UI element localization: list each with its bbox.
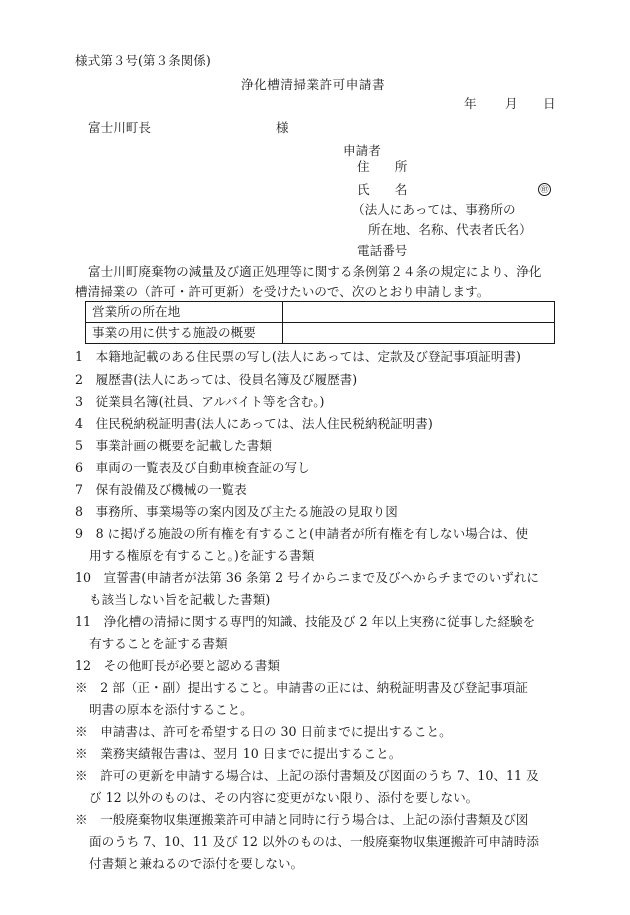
- form-number: 様式第３号(第３条関係): [75, 53, 211, 68]
- list-item: 8 事務所、事業場等の案内図及び主たる施設の見取り図: [75, 504, 398, 519]
- note-item: ※ 許可の更新を申請する場合は、上記の添付書類及び図面のうち 7、10、11 及: [75, 768, 539, 783]
- facility-office-location-value[interactable]: [283, 302, 555, 323]
- seal-mark: ㊞: [538, 183, 551, 196]
- list-item: 5 事業計画の概要を記載した書類: [75, 438, 272, 453]
- note-item-continuation: 付書類と兼ねるので添付を要しない。: [89, 856, 304, 871]
- date-month-label: 月: [505, 96, 518, 111]
- date-year-label: 年: [464, 96, 477, 111]
- applicant-address-label: 住 所: [357, 159, 408, 174]
- addressee-name: 富士川町長: [88, 120, 151, 135]
- note-item: ※ 一般廃棄物収集運搬業許可申請と同時に行う場合は、上記の添付書類及び図: [75, 812, 529, 827]
- list-item-continuation: も該当しない旨を記載した書類): [89, 592, 271, 607]
- list-item: 12 その他町長が必要と認める書類: [75, 658, 280, 673]
- list-item: 11 浄化槽の清掃に関する専門的知識、技能及び 2 年以上実務に従事した経験を: [75, 614, 536, 629]
- note-item: ※ 業務実績報告書は、翌月 10 日までに提出すること。: [75, 746, 402, 761]
- table-row: [86, 302, 555, 323]
- list-item: 10 宣誓書(申請者が法第 36 条第 2 号イからニまで及びヘからチまでのいずれに: [75, 570, 539, 585]
- list-item-continuation: 有することを証する書類: [89, 636, 228, 651]
- list-item: 9 8 に掲げる施設の所有権を有すること(申請者が所有権を有しない場合は、使: [75, 526, 529, 541]
- note-item-continuation: び 12 以外のものは、その内容に変更がない限り、添付を要しない。: [89, 790, 479, 805]
- list-item: 4 住民税納税証明書(法人にあっては、法人住民税納税証明書): [75, 416, 433, 431]
- note-item-continuation: 面のうち 7、10、11 及び 12 以外のものは、一般廃棄物収集運搬許可申請時添: [89, 834, 539, 849]
- facility-table: [85, 301, 555, 344]
- document-title: 浄化槽清掃業許可申請書: [241, 77, 386, 92]
- intro-line1: 富士川町廃棄物の減量及び適正処理等に関する条例第２４条の規定により、浄化: [88, 264, 542, 279]
- table-row: [86, 323, 555, 344]
- list-item-continuation: 用する権原を有すること。)を証する書類: [89, 548, 315, 563]
- facility-overview-value[interactable]: [283, 323, 555, 344]
- applicant-name-label: 氏 名: [357, 182, 408, 197]
- addressee-honorific: 様: [276, 120, 289, 135]
- date-day-label: 日: [543, 96, 556, 111]
- facility-overview-label: 事業の用に供する施設の概要: [86, 323, 283, 344]
- applicant-phone-label: 電話番号: [357, 243, 408, 258]
- list-item: 2 履歴書(法人にあっては、役員名簿及び履歴書): [75, 372, 358, 387]
- applicant-heading: 申請者: [343, 143, 381, 158]
- list-item: 3 従業員名簿(社員、アルバイト等を含む。): [75, 394, 325, 409]
- seal-icon: [538, 182, 551, 196]
- note-item: ※ 2 部（正・副）提出すること。申請書の正には、納税証明書及び登記事項証: [75, 680, 528, 695]
- facility-office-location-label: 営業所の所在地: [86, 302, 283, 323]
- note-item-continuation: 明書の原本を添付すること。: [89, 702, 253, 717]
- list-item: 1 本籍地記載のある住民票の写し(法人にあっては、定款及び登記事項証明書): [75, 349, 521, 364]
- note-item: ※ 申請書は、許可を希望する日の 30 日前までに提出すること。: [75, 724, 452, 739]
- applicant-note-line1: （法人にあっては、事務所の: [352, 202, 516, 217]
- list-item: 6 車両の一覧表及び自動車検査証の写し: [75, 460, 310, 475]
- list-item: 7 保有設備及び機械の一覧表: [75, 482, 247, 497]
- intro-line2: 槽清掃業の（許可・許可更新）を受けたいので、次のとおり申請します。: [75, 284, 490, 299]
- applicant-note-line2: 所在地、名称、代表者氏名）: [368, 222, 532, 237]
